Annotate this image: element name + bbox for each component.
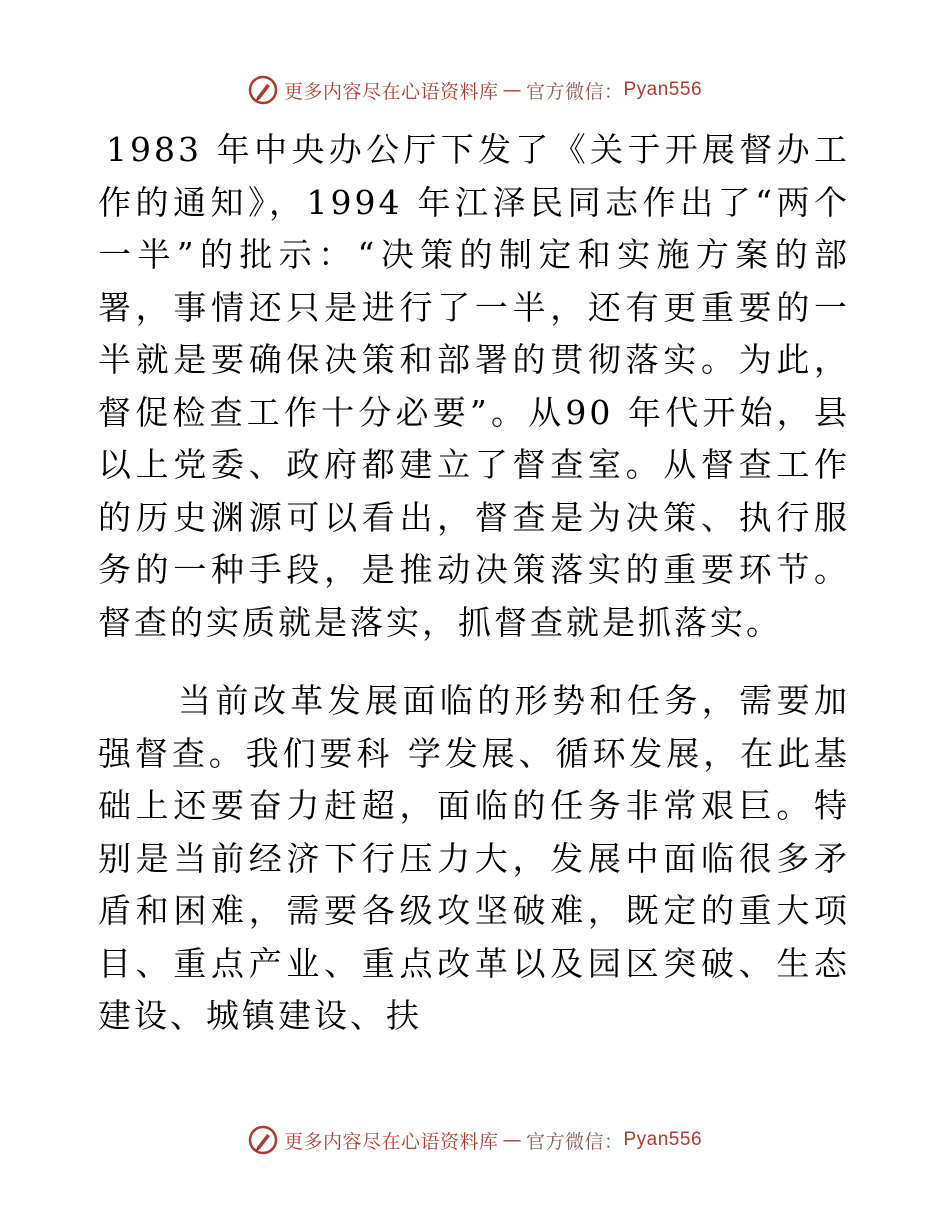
watermark-wechat-label: 官方微信： xyxy=(525,1130,624,1153)
paragraph-1: 1983 年中央办公厅下发了《关于开展督办工作的通知》，1994 年江泽民同志作出了“两个一半”的批示：“决策的制定和实施方案的部署，事情还只是进行了一半，还有更重要的一半就是要确保决策和部署的贯彻落实。为此，督促检查工作十分必要”。从90 年代开始，县以上党委、政府都建立了督查室。从督查工作的历史渊源可以看出，督查是为决策、执行服务的一种手段，是推动决策落实的重要环节。督查的实质就是落实，抓督查就是抓落实。 xyxy=(98,130,850,642)
watermark-separator: — xyxy=(502,79,522,101)
watermark-site-text: 更多内容尽在心语资料库 xyxy=(283,1130,499,1153)
watermark-wechat-label: 官方微信： xyxy=(525,80,624,103)
document-body xyxy=(98,124,850,1043)
header-watermark xyxy=(0,70,950,110)
watermark-wechat-id: Pyan556 xyxy=(623,1129,703,1150)
watermark-wechat-id: Pyan556 xyxy=(623,79,703,100)
watermark-separator: — xyxy=(502,1129,522,1151)
watermark-site-text: 更多内容尽在心语资料库 xyxy=(283,80,499,103)
pen-logo-icon xyxy=(248,1125,278,1155)
paragraph-2: 当前改革发展面临的形势和任务，需要加强督查。我们要科 学发展、循环发展，在此基础上还要奋力赶超，面临的任务非常艰巨。特别是当前经济下行压力大，发展中面临很多矛盾和困难，需要各级攻坚破难，既定的重大项目、重点产业、重点改革以及园区突破、生态建设、城镇建设、扶 xyxy=(98,681,850,1035)
pen-logo-icon xyxy=(248,75,278,105)
footer-watermark xyxy=(0,1120,950,1160)
